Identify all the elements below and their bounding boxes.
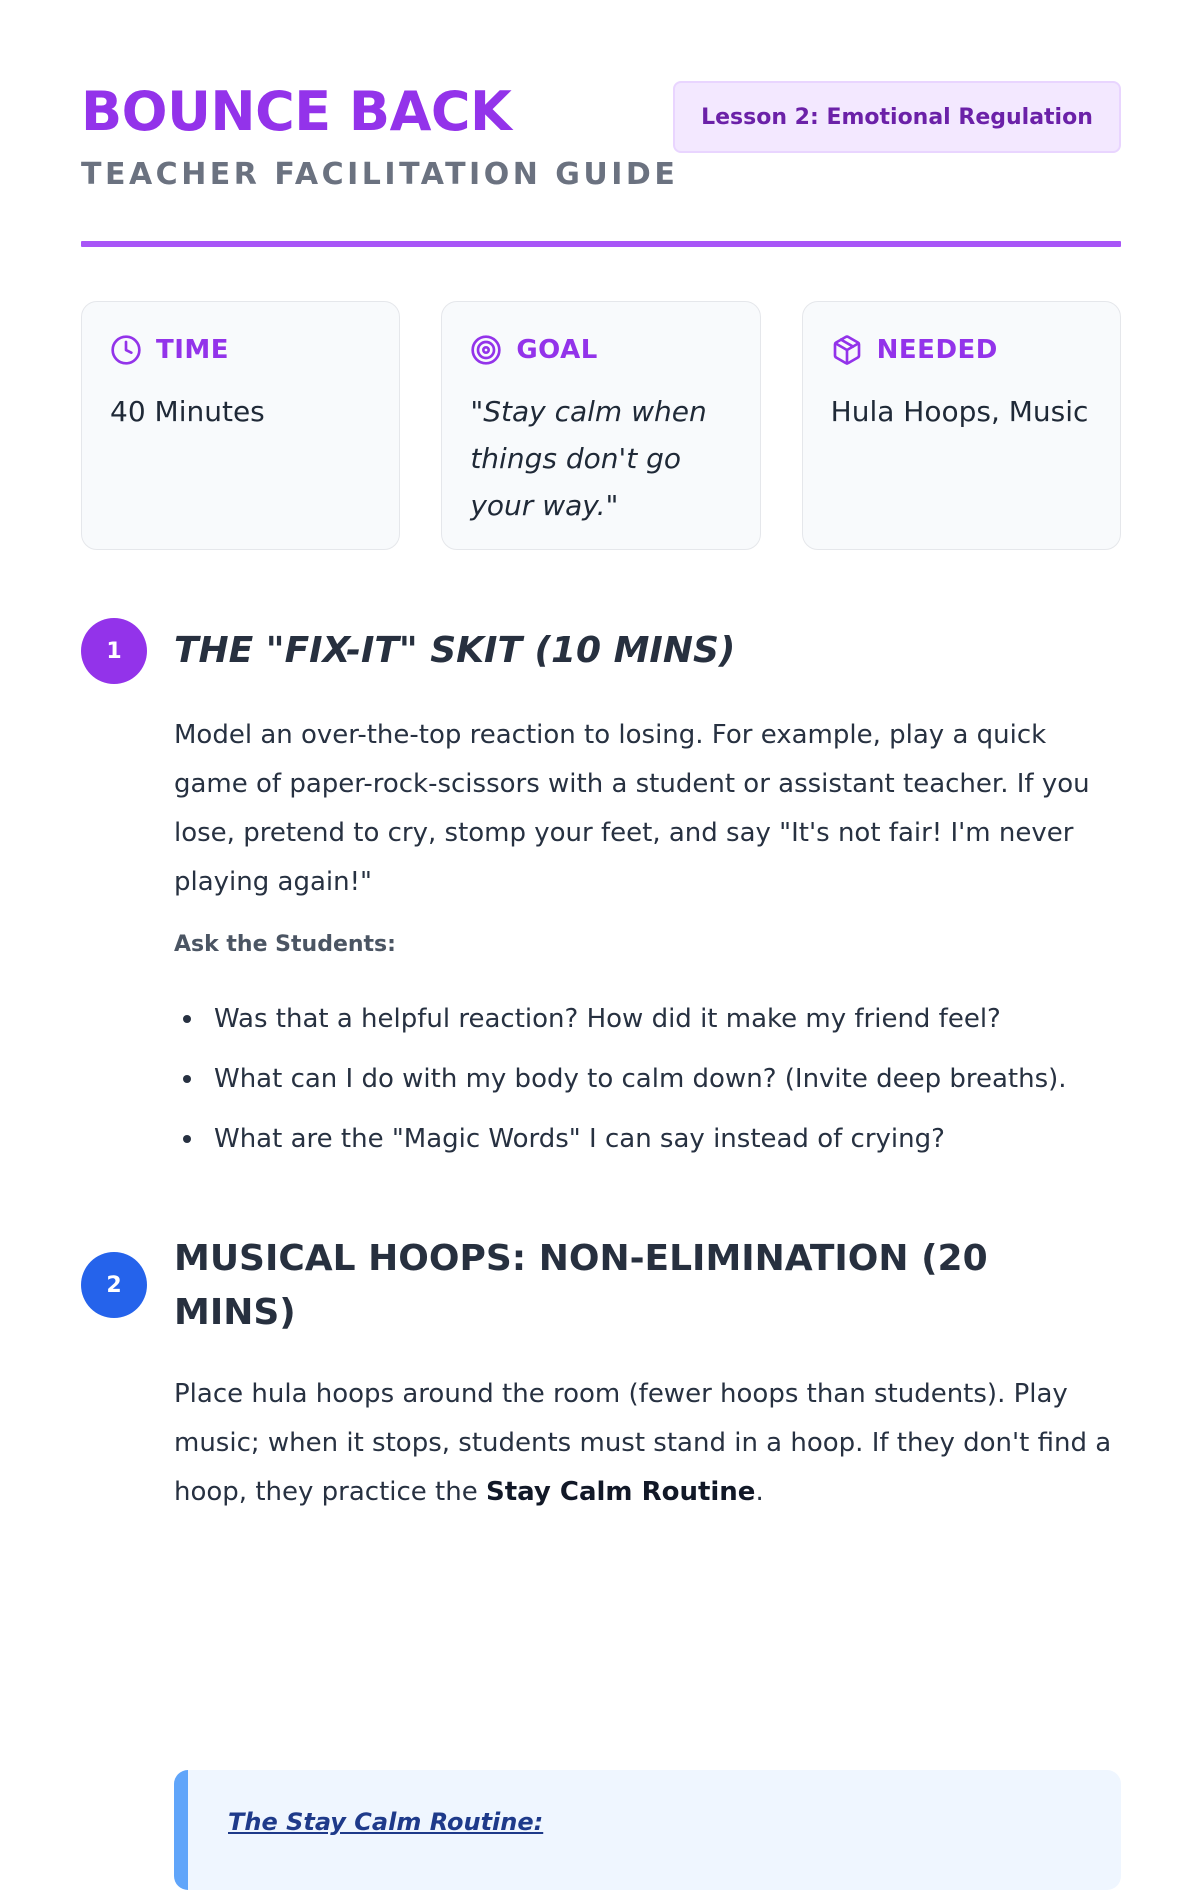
question-text: What are the "Magic Words" I can say instead of crying? [214, 1124, 945, 1154]
page-title: BOUNCE BACK [81, 80, 512, 143]
bullet-icon [183, 1135, 191, 1143]
question-text: What can I do with my body to calm down? (Invite deep breaths). [214, 1064, 1067, 1094]
question-text: Was that a helpful reaction? How did it make my friend feel? [214, 1004, 1001, 1034]
card-value: Hula Hoops, Music [830, 395, 1089, 428]
step-number-badge: 2 [81, 1252, 147, 1318]
question-list [174, 989, 1121, 1169]
info-card-needed [802, 301, 1121, 550]
card-label: NEEDED [876, 335, 998, 365]
section-paragraph: Model an over-the-top reaction to losing. For example, play a quick game of paper-rock-scissors with a student or assistant teacher. If you lose, pretend to cry, stomp your feet, and say "It's not fair! I'm never playing again!" [174, 720, 1090, 897]
card-header [831, 332, 1092, 368]
stay-calm-routine-callout [174, 1770, 1121, 1890]
header-divider [81, 241, 1121, 247]
card-header [110, 332, 371, 368]
callout-title: The Stay Calm Routine: [228, 1808, 544, 1836]
bullet-icon [183, 1075, 191, 1083]
step-number-badge: 1 [81, 618, 147, 684]
paragraph-text-end: . [755, 1477, 764, 1507]
ask-label: Ask the Students: [174, 932, 396, 957]
info-cards [81, 301, 1121, 550]
page-subtitle: TEACHER FACILITATION GUIDE [81, 157, 679, 192]
box-icon [831, 334, 863, 366]
clock-icon [110, 334, 142, 366]
section-body [174, 711, 1121, 1169]
info-card-goal [441, 301, 760, 550]
list-item [174, 1109, 1121, 1169]
bullet-icon [183, 1015, 191, 1023]
section-musical-hoops [81, 1232, 1121, 1836]
info-card-time [81, 301, 400, 550]
list-item [174, 1049, 1121, 1109]
list-item [174, 989, 1121, 1049]
card-value: 40 Minutes [110, 395, 265, 428]
card-value: "Stay calm when things don't go your way." [470, 395, 707, 522]
target-icon [470, 334, 502, 366]
section-title: THE "FIX-IT" SKIT (10 MINS) [174, 630, 736, 671]
section-paragraph [174, 1370, 1121, 1517]
stay-calm-routine-term: Stay Calm Routine [485, 1477, 756, 1507]
card-label: TIME [156, 335, 230, 365]
lesson-badge: Lesson 2: Emotional Regulation [673, 81, 1121, 153]
card-label: GOAL [516, 335, 598, 365]
section-body [174, 1370, 1121, 1517]
card-header [470, 332, 731, 368]
paragraph-text: Place hula hoops around the room (fewer hoops than students). Play music; when it stops, students must stand in a hoop. If they don't find a hoop, they practice the [174, 1379, 1112, 1507]
section-title: MUSICAL HOOPS: NON-ELIMINATION (20 MINS) [174, 1238, 988, 1333]
